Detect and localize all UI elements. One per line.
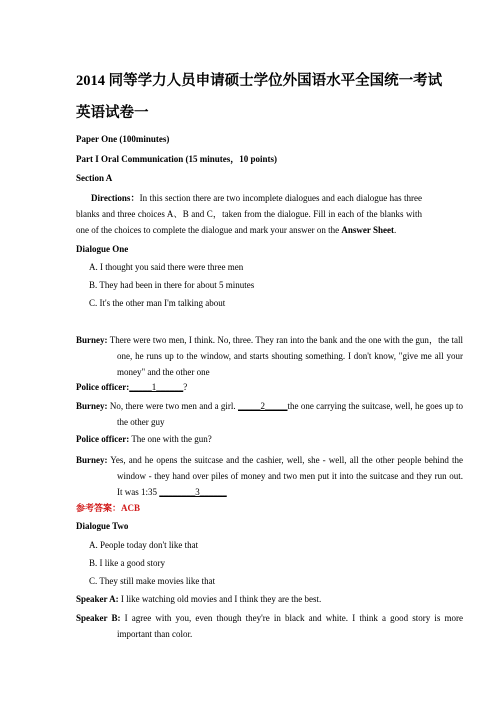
- answer-blank-1: _____1______: [129, 382, 184, 392]
- reference-answer-label: 参考答案：: [76, 503, 122, 513]
- speaker-label: Police officer:: [76, 434, 130, 444]
- dialogue-one-line-4: [76, 434, 422, 445]
- dialogue-two-option-a: A. People today don't like that: [89, 540, 199, 550]
- speaker-label: Burney:: [76, 401, 108, 411]
- reference-answer-value: ACB: [121, 503, 141, 513]
- dialogue-one-line-5: [76, 452, 463, 500]
- directions-label: Directions：: [91, 193, 140, 203]
- dialogue-one-line-1: [76, 332, 463, 380]
- dialogue-two-option-c: C. They still make movies like that: [89, 576, 216, 586]
- dialogue-two-option-b: B. I like a good story: [89, 558, 165, 568]
- directions-end: .: [394, 225, 397, 235]
- dialogue-text: No, there were two men and a girl.: [109, 401, 238, 411]
- reference-answer: [76, 503, 422, 514]
- dialogue-text: Yes, and he opens the suitcase and the cashier, well, she - well, all the other people behind the window - they hand over piles of money and two men put it into the suitcase and they run out. It was 1:35: [110, 455, 463, 497]
- answer-blank-2: _____2_____: [238, 401, 288, 411]
- dialogue-text: I agree with you, even though they're in black and white. I think a good story is more important than color.: [117, 613, 464, 639]
- dialogue-one-option-c: C. It's the other man I'm talking about: [89, 298, 226, 308]
- dialogue-one-heading: Dialogue One: [76, 244, 129, 254]
- dialogue-text: The one with the gun?: [131, 434, 212, 444]
- directions-paragraph: [76, 190, 422, 238]
- document-title: 2014 同等学力人员申请硕士学位外国语水平全国统一考试: [76, 73, 443, 89]
- dialogue-text: I like watching old movies and I think they are the best.: [120, 594, 322, 604]
- answer-sheet-term: Answer Sheet: [341, 225, 395, 235]
- dialogue-two-line-2: [76, 610, 463, 642]
- dialogue-text-end: ?: [183, 382, 188, 392]
- section-heading: Section A: [76, 173, 113, 183]
- dialogue-one-line-2: [76, 382, 422, 393]
- speaker-label: Police officer:: [76, 382, 130, 392]
- dialogue-two-line-1: [76, 594, 422, 605]
- speaker-label: Speaker B:: [76, 613, 121, 623]
- dialogue-one-option-b: B. They had been in there for about 5 minutes: [89, 280, 255, 290]
- document-subtitle: 英语试卷一: [76, 105, 149, 121]
- dialogue-two-heading: Dialogue Two: [76, 521, 129, 531]
- directions-text: In this section there are two incomplete dialogues and each dialogue has three blanks and three choices A、B and C，taken from the dialogue. Fill in each of the blanks with one of the choices to complete the dialogue and mark your answer on the: [76, 193, 422, 235]
- answer-blank-3: ________3______: [159, 487, 227, 497]
- speaker-label: Speaker A:: [76, 594, 119, 604]
- dialogue-one-option-a: A. I thought you said there were three men: [89, 262, 244, 272]
- part-heading: Part I Oral Communication (15 minutes，10 points): [76, 154, 277, 164]
- dialogue-text-end: the one carrying the suitcase, well, he goes up to the other guy: [117, 401, 463, 427]
- speaker-label: Burney:: [76, 455, 108, 465]
- dialogue-text: There were two men, I think. No, three. They ran into the bank and the one with the gun，the tall one, he runs up to the window, and starts shouting something. I don't know, "give me all your money" and the other one: [109, 335, 463, 377]
- paper-heading: Paper One (100minutes): [76, 134, 170, 144]
- speaker-label: Burney:: [76, 335, 108, 345]
- dialogue-one-line-3: [76, 398, 463, 430]
